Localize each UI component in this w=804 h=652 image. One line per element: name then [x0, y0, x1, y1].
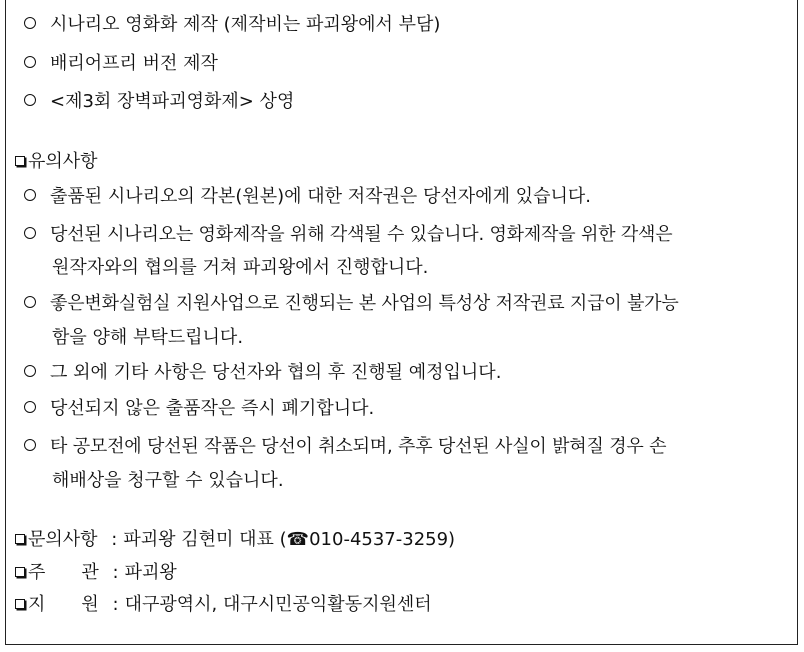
- circle-bullet-icon: [24, 94, 36, 106]
- note-item-continuation: 함을 양해 부탁드립니다.: [52, 327, 244, 348]
- checkbox-square-icon: [15, 534, 25, 544]
- top-item-text: 배리어프리 버전 제작: [50, 53, 218, 74]
- support-label-second: 원: [81, 594, 99, 615]
- note-item-text: 출품된 시나리오의 각본(원본)에 대한 저작권은 당선자에게 있습니다.: [50, 186, 591, 207]
- notes-heading-text: 유의사항: [28, 151, 98, 172]
- circle-bullet-icon: [24, 401, 36, 413]
- top-item: [24, 91, 294, 113]
- note-item-continuation: 해배상을 청구할 수 있습니다.: [52, 470, 284, 491]
- host-label-first: 주: [28, 562, 46, 583]
- circle-bullet-icon: [24, 365, 36, 377]
- host-value: 파괴왕: [124, 562, 177, 583]
- notes-heading: [15, 151, 98, 173]
- support-row: [15, 594, 432, 616]
- inquiry-label: 문의사항: [28, 529, 98, 550]
- circle-bullet-icon: [24, 439, 36, 451]
- circle-bullet-icon: [24, 296, 36, 308]
- support-label-first: 지: [28, 594, 46, 615]
- note-item: [24, 224, 672, 246]
- inquiry-row: [15, 529, 455, 551]
- note-item: [24, 293, 679, 315]
- top-item: [24, 53, 218, 75]
- note-item: [24, 186, 591, 208]
- top-item: [24, 14, 440, 36]
- colon: :: [112, 594, 119, 615]
- note-item-continuation: 원작자와의 협의를 거쳐 파괴왕에서 진행합니다.: [52, 257, 429, 278]
- colon: :: [111, 529, 118, 550]
- note-item: [24, 436, 666, 458]
- checkbox-square-icon: [15, 156, 25, 166]
- colon: :: [112, 562, 119, 583]
- note-item-text: 좋은변화실험실 지원사업으로 진행되는 본 사업의 특성상 저작권료 지급이 불가능: [50, 293, 679, 314]
- note-item-text: 당선된 시나리오는 영화제작을 위해 각색될 수 있습니다. 영화제작을 위한 각색은: [50, 224, 673, 245]
- inquiry-value: 파괴왕 김현미 대표 (☎010-4537-3259): [123, 529, 456, 550]
- note-item: [24, 398, 374, 420]
- circle-bullet-icon: [24, 56, 36, 68]
- checkbox-square-icon: [15, 599, 25, 609]
- note-item-text: 당선되지 않은 출품작은 즉시 폐기합니다.: [50, 398, 375, 419]
- circle-bullet-icon: [24, 17, 36, 29]
- note-item: [24, 362, 501, 384]
- top-item-text: <제3회 장벽파괴영화제> 상영: [50, 91, 295, 112]
- host-label-second: 관: [81, 562, 99, 583]
- top-item-text: 시나리오 영화화 제작 (제작비는 파괴왕에서 부담): [50, 14, 441, 35]
- note-item-text: 타 공모전에 당선된 작품은 당선이 취소되며, 추후 당선된 사실이 밝혀질 경우 손: [50, 436, 667, 457]
- host-row: [15, 562, 177, 584]
- circle-bullet-icon: [24, 189, 36, 201]
- note-item-text: 그 외에 기타 사항은 당선자와 협의 후 진행될 예정입니다.: [50, 362, 502, 383]
- circle-bullet-icon: [24, 227, 36, 239]
- checkbox-square-icon: [15, 567, 25, 577]
- support-value: 대구광역시, 대구시민공익활동지원센터: [124, 594, 432, 615]
